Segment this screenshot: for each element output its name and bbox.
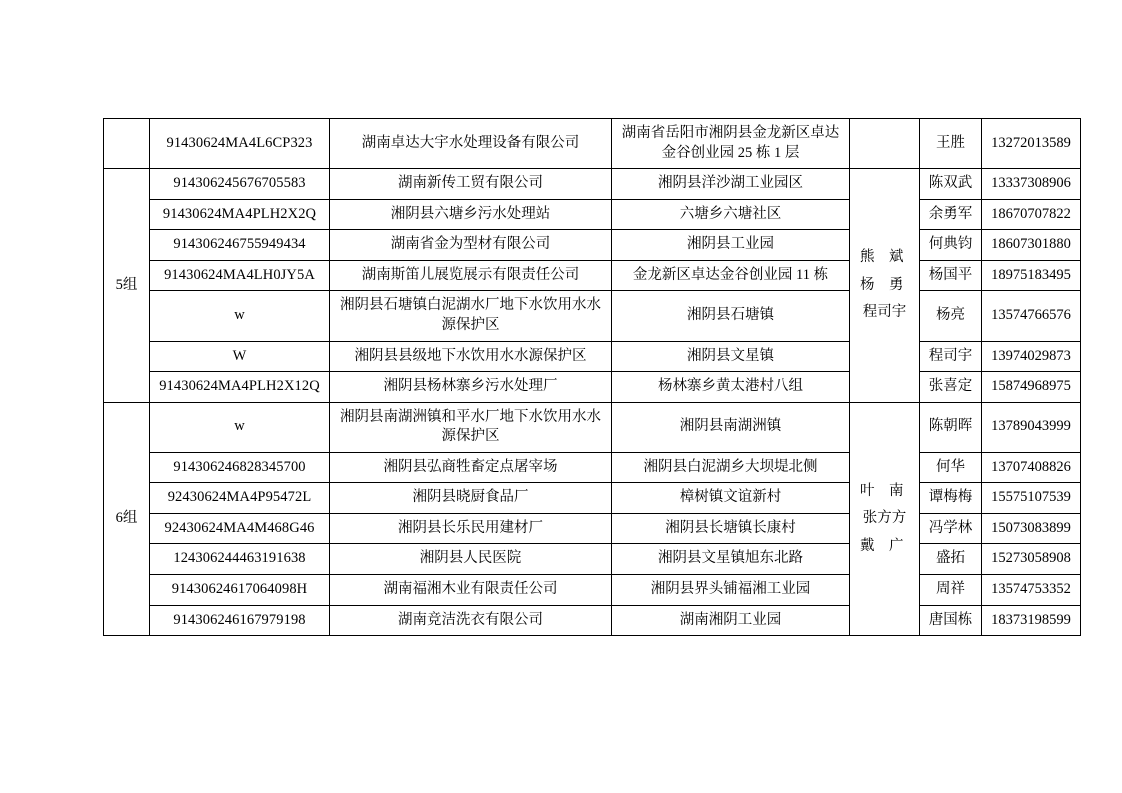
row-code-cell: 124306244463191638 — [150, 544, 330, 575]
row-person-cell: 周祥 — [920, 575, 982, 606]
inspector-cell-group-6 — [850, 402, 920, 636]
row-phone-cell: 15273058908 — [982, 544, 1081, 575]
inspector-name: 戴 广 — [860, 537, 904, 554]
row-address-cell: 金龙新区卓达金谷创业园 11 栋 — [612, 260, 850, 291]
row-address-cell: 杨林寨乡黄太港村八组 — [612, 372, 850, 403]
row-code-cell: W — [150, 341, 330, 372]
table-row — [104, 483, 1081, 514]
table-row — [104, 605, 1081, 636]
row-phone-cell: 13789043999 — [982, 402, 1081, 452]
row-inspector-cell — [850, 119, 920, 169]
row-person-cell: 盛拓 — [920, 544, 982, 575]
row-address-cell: 湘阴县白泥湖乡大坝堤北侧 — [612, 452, 850, 483]
table-row — [104, 260, 1081, 291]
inspector-name: 张方方 — [862, 510, 907, 527]
row-address-cell: 湖南省岳阳市湘阴县金龙新区卓达金谷创业园 25 栋 1 层 — [612, 119, 850, 169]
row-code-cell: 91430624MA4PLH2X2Q — [150, 199, 330, 230]
row-code-cell: 914306246167979198 — [150, 605, 330, 636]
inspector-name: 程司宇 — [862, 304, 907, 321]
row-address-cell: 湘阴县洋沙湖工业园区 — [612, 169, 850, 200]
row-code-cell: 914306245676705583 — [150, 169, 330, 200]
row-name-cell: 湖南竞洁洗衣有限公司 — [330, 605, 612, 636]
table-row — [104, 402, 1081, 452]
row-person-cell: 谭梅梅 — [920, 483, 982, 514]
row-person-cell: 唐国栋 — [920, 605, 982, 636]
inspector-names-5 — [854, 244, 915, 327]
row-address-cell: 湘阴县文星镇 — [612, 341, 850, 372]
row-code-cell: w — [150, 291, 330, 341]
row-phone-cell: 13707408826 — [982, 452, 1081, 483]
row-name-cell: 湘阴县县级地下水饮用水水源保护区 — [330, 341, 612, 372]
row-name-cell: 湘阴县石塘镇白泥湖水厂地下水饮用水水源保护区 — [330, 291, 612, 341]
table-row — [104, 513, 1081, 544]
row-name-cell: 湘阴县晓厨食品厂 — [330, 483, 612, 514]
inspector-name: 杨 勇 — [860, 276, 904, 293]
inspector-names-6 — [854, 478, 915, 561]
row-person-cell: 程司宇 — [920, 341, 982, 372]
row-name-cell: 湖南福湘木业有限责任公司 — [330, 575, 612, 606]
inspector-cell-group-5 — [850, 169, 920, 403]
row-phone-cell: 18607301880 — [982, 230, 1081, 261]
row-name-cell: 湘阴县弘商牲畜定点屠宰场 — [330, 452, 612, 483]
row-person-cell: 冯学林 — [920, 513, 982, 544]
row-person-cell: 陈双武 — [920, 169, 982, 200]
registry-table-container — [103, 118, 1071, 636]
row-address-cell: 樟树镇文谊新村 — [612, 483, 850, 514]
table-row — [104, 199, 1081, 230]
registry-table — [103, 118, 1081, 636]
table-row — [104, 341, 1081, 372]
row-group-cell — [104, 119, 150, 169]
row-code-cell: 92430624MA4P95472L — [150, 483, 330, 514]
row-person-cell: 张喜定 — [920, 372, 982, 403]
row-name-cell: 湖南新传工贸有限公司 — [330, 169, 612, 200]
row-phone-cell: 13974029873 — [982, 341, 1081, 372]
table-row — [104, 169, 1081, 200]
row-name-cell: 湖南斯笛儿展览展示有限责任公司 — [330, 260, 612, 291]
row-phone-cell: 18373198599 — [982, 605, 1081, 636]
row-code-cell: 91430624MA4L6CP323 — [150, 119, 330, 169]
row-phone-cell: 13574766576 — [982, 291, 1081, 341]
row-address-cell: 湘阴县南湖洲镇 — [612, 402, 850, 452]
row-person-cell: 王胜 — [920, 119, 982, 169]
row-code-cell: w — [150, 402, 330, 452]
row-phone-cell: 13574753352 — [982, 575, 1081, 606]
row-code-cell: 91430624MA4LH0JY5A — [150, 260, 330, 291]
row-name-cell: 湖南卓达大宇水处理设备有限公司 — [330, 119, 612, 169]
table-row — [104, 575, 1081, 606]
row-name-cell: 湖南省金为型材有限公司 — [330, 230, 612, 261]
row-name-cell: 湘阴县长乐民用建材厂 — [330, 513, 612, 544]
row-person-cell: 余勇军 — [920, 199, 982, 230]
inspector-name: 熊 斌 — [860, 249, 904, 266]
row-phone-cell: 15874968975 — [982, 372, 1081, 403]
row-name-cell: 湘阴县六塘乡污水处理站 — [330, 199, 612, 230]
row-phone-cell: 18975183495 — [982, 260, 1081, 291]
row-name-cell: 湘阴县人民医院 — [330, 544, 612, 575]
table-row — [104, 452, 1081, 483]
table-row — [104, 119, 1081, 169]
row-address-cell: 湘阴县工业园 — [612, 230, 850, 261]
row-phone-cell: 13337308906 — [982, 169, 1081, 200]
row-person-cell: 何典钧 — [920, 230, 982, 261]
row-person-cell: 陈朝晖 — [920, 402, 982, 452]
table-row — [104, 230, 1081, 261]
row-address-cell: 湘阴县界头铺福湘工业园 — [612, 575, 850, 606]
row-phone-cell: 15575107539 — [982, 483, 1081, 514]
group-label-cell-5: 5组 — [104, 169, 150, 403]
row-phone-cell: 15073083899 — [982, 513, 1081, 544]
row-name-cell: 湘阴县南湖洲镇和平水厂地下水饮用水水源保护区 — [330, 402, 612, 452]
row-address-cell: 湘阴县文星镇旭东北路 — [612, 544, 850, 575]
row-phone-cell: 13272013589 — [982, 119, 1081, 169]
row-code-cell: 91430624617064098H — [150, 575, 330, 606]
table-row — [104, 291, 1081, 341]
table-row — [104, 544, 1081, 575]
table-row — [104, 372, 1081, 403]
row-code-cell: 92430624MA4M468G46 — [150, 513, 330, 544]
row-phone-cell: 18670707822 — [982, 199, 1081, 230]
row-person-cell: 何华 — [920, 452, 982, 483]
row-address-cell: 六塘乡六塘社区 — [612, 199, 850, 230]
row-address-cell: 湖南湘阴工业园 — [612, 605, 850, 636]
row-code-cell: 914306246828345700 — [150, 452, 330, 483]
inspector-name: 叶 南 — [860, 482, 904, 499]
row-address-cell: 湘阴县石塘镇 — [612, 291, 850, 341]
row-name-cell: 湘阴县杨林寨乡污水处理厂 — [330, 372, 612, 403]
row-code-cell: 91430624MA4PLH2X12Q — [150, 372, 330, 403]
group-label-cell-6: 6组 — [104, 402, 150, 636]
row-address-cell: 湘阴县长塘镇长康村 — [612, 513, 850, 544]
row-person-cell: 杨亮 — [920, 291, 982, 341]
row-code-cell: 914306246755949434 — [150, 230, 330, 261]
row-person-cell: 杨国平 — [920, 260, 982, 291]
